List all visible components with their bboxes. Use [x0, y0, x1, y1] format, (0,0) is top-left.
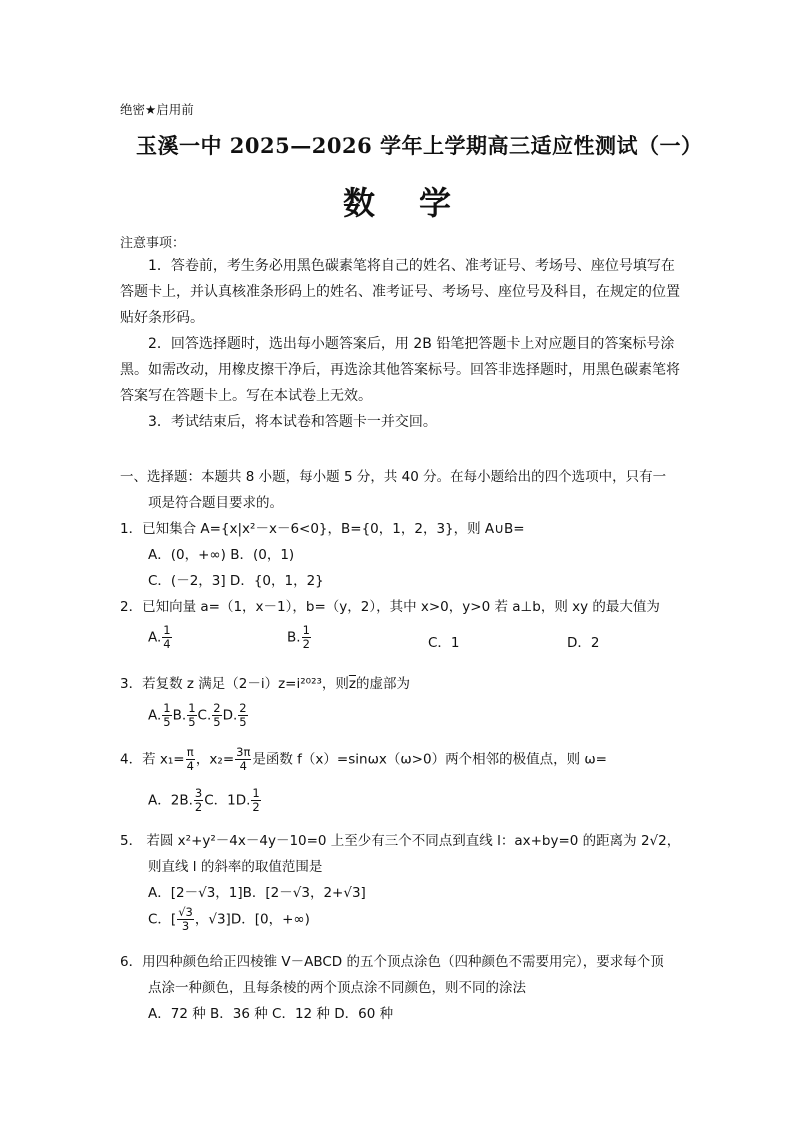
subject-title: 数学 [342, 184, 495, 222]
option-d-fraction [238, 702, 247, 729]
option-c-prefix: C．[ [148, 911, 177, 928]
question-5-options-ab: A．[2－√3，1]B．[2－√3，2+√3] [148, 885, 366, 901]
fraction-numerator: 1 [163, 623, 171, 637]
fraction-denominator: 5 [188, 715, 196, 729]
fraction-numerator: π [186, 745, 194, 759]
option-a: A．2 [148, 792, 180, 809]
fraction-denominator: 4 [186, 759, 194, 773]
notice-heading: 注意事项： [120, 236, 186, 251]
question-2-option-d: D．2 [567, 635, 600, 651]
confidential-label: 绝密★启用前 [120, 102, 194, 117]
option-a-fraction [162, 624, 171, 651]
fraction-numerator: 3π [236, 745, 251, 759]
question-2-option-a [148, 624, 173, 651]
question-4-prefix: 4．若 x₁= [120, 751, 185, 768]
option-a-label: A. [148, 629, 162, 646]
fraction-numerator: 3 [194, 786, 203, 800]
question-1-options-cd: C．(－2，3] D．{0，1，2} [148, 573, 324, 589]
question-2-option-b [287, 624, 312, 651]
option-c-fraction [177, 906, 194, 933]
fraction-denominator: 3 [181, 919, 190, 933]
question-4-suffix: 是函数 f（x）=sinωx（ω>0）两个相邻的极值点，则 ω= [252, 751, 607, 768]
fraction-denominator: 5 [239, 715, 247, 729]
fraction-numerator: 1 [163, 701, 171, 715]
option-c-fraction [212, 702, 221, 729]
exam-title: 玉溪一中 2025—2026 学年上学期高三适应性测试（一） [136, 133, 703, 158]
section-1-instruction-line-1: 一、选择题：本题共 8 小题，每小题 5 分，共 40 分。在每小题给出的四个选项中，只有一 [120, 469, 667, 485]
option-d-fraction [251, 787, 260, 814]
option-b-label: B. [287, 629, 301, 646]
fraction-denominator: 4 [163, 637, 171, 651]
notice-item-2-line-3: 答案写在答题卡上。写在本试卷上无效。 [120, 388, 372, 404]
question-6-line-1: 6．用四种颜色给正四棱锥 V－ABCD 的五个顶点涂色（四种颜色不需要用完），要求每个顶 [120, 954, 664, 970]
fraction-denominator: 2 [252, 800, 260, 814]
notice-item-1-line-1: 1．答卷前，考生务必用黑色碳素笔将自己的姓名、准考证号、考场号、座位号填写在 [148, 258, 675, 274]
question-1-options-ab: A．(0，+∞) B．(0，1) [148, 547, 295, 563]
fraction-denominator: 2 [194, 800, 203, 814]
option-b-label: B. [172, 707, 187, 724]
fraction-denominator: 2 [302, 637, 310, 651]
question-4-text [120, 746, 607, 773]
notice-item-1-line-2: 答题卡上，并认真核准条形码上的姓名、准考证号、考场号、座位号及科目，在规定的位置 [120, 284, 680, 300]
question-3-suffix: 的虚部为 [356, 676, 410, 692]
option-d-label: D. [222, 707, 238, 724]
fraction-numerator: 1 [252, 786, 260, 800]
question-4-options [148, 787, 262, 814]
x2-fraction [235, 746, 251, 773]
question-6-line-2: 点涂一种颜色，且每条棱的两个顶点涂不同颜色，则不同的涂法 [148, 980, 526, 996]
fraction-denominator: 5 [163, 715, 171, 729]
option-a-fraction [162, 702, 171, 729]
x1-fraction [186, 746, 195, 773]
fraction-numerator: 1 [188, 701, 196, 715]
notice-item-2-line-2: 黑。如需改动，用橡皮擦干净后，再选涂其他答案标号。回答非选择题时，用黑色碳素笔将 [120, 362, 680, 378]
option-a-label: A. [148, 707, 162, 724]
fraction-numerator: 2 [239, 701, 247, 715]
conjugate-z: $\overline{z}$ [348, 676, 356, 692]
fraction-numerator: √3 [178, 905, 193, 919]
question-4-mid: ，x₂= [195, 751, 235, 768]
question-5-line-2: 则直线 l 的斜率的取值范围是 [148, 859, 323, 875]
fraction-numerator: 2 [213, 701, 221, 715]
option-b-label: B. [179, 792, 193, 809]
fraction-denominator: 5 [213, 715, 221, 729]
fraction-numerator: 1 [302, 623, 310, 637]
fraction-denominator: 4 [239, 759, 247, 773]
question-5-options-cd [148, 906, 310, 933]
question-3-text [120, 672, 410, 692]
question-2-option-c: C．1 [428, 635, 460, 651]
option-b-fraction [194, 787, 203, 814]
question-2-text: 2．已知向量 a=（1，x－1），b=（y，2），其中 x>0，y>0 若 a⊥b，则 xy 的最大值为 [120, 599, 660, 615]
question-5-line-1: 5． 若圆 x²+y²－4x－4y－10=0 上至少有三个不同点到直线 l：ax+by=0 的距离为 2√2， [120, 833, 681, 849]
notice-item-3-line-1: 3．考试结束后，将本试卷和答题卡一并交回。 [148, 414, 437, 430]
question-3-options [148, 702, 249, 729]
question-6-options: A．72 种 B．36 种 C．12 种 D．60 种 [148, 1006, 394, 1022]
option-c-suffix: ，√3]D．[0，+∞) [194, 911, 310, 928]
option-c: C．1 [204, 792, 236, 809]
option-b-fraction [187, 702, 196, 729]
option-c-label: C. [197, 707, 212, 724]
notice-item-1-line-3: 贴好条形码。 [120, 310, 204, 326]
question-3-prefix: 3．若复数 z 满足（2－i）z=i²⁰²³，则 [120, 676, 349, 692]
option-d-label: D. [235, 792, 251, 809]
section-1-instruction-line-2: 项是符合题目要求的。 [148, 495, 283, 511]
notice-item-2-line-1: 2．回答选择题时，选出每小题答案后，用 2B 铅笔把答题卡上对应题目的答案标号涂 [148, 336, 675, 352]
question-1-text: 1．已知集合 A={x|x²－x－6<0}，B={0，1，2，3}，则 A∪B= [120, 521, 525, 537]
option-b-fraction [302, 624, 311, 651]
